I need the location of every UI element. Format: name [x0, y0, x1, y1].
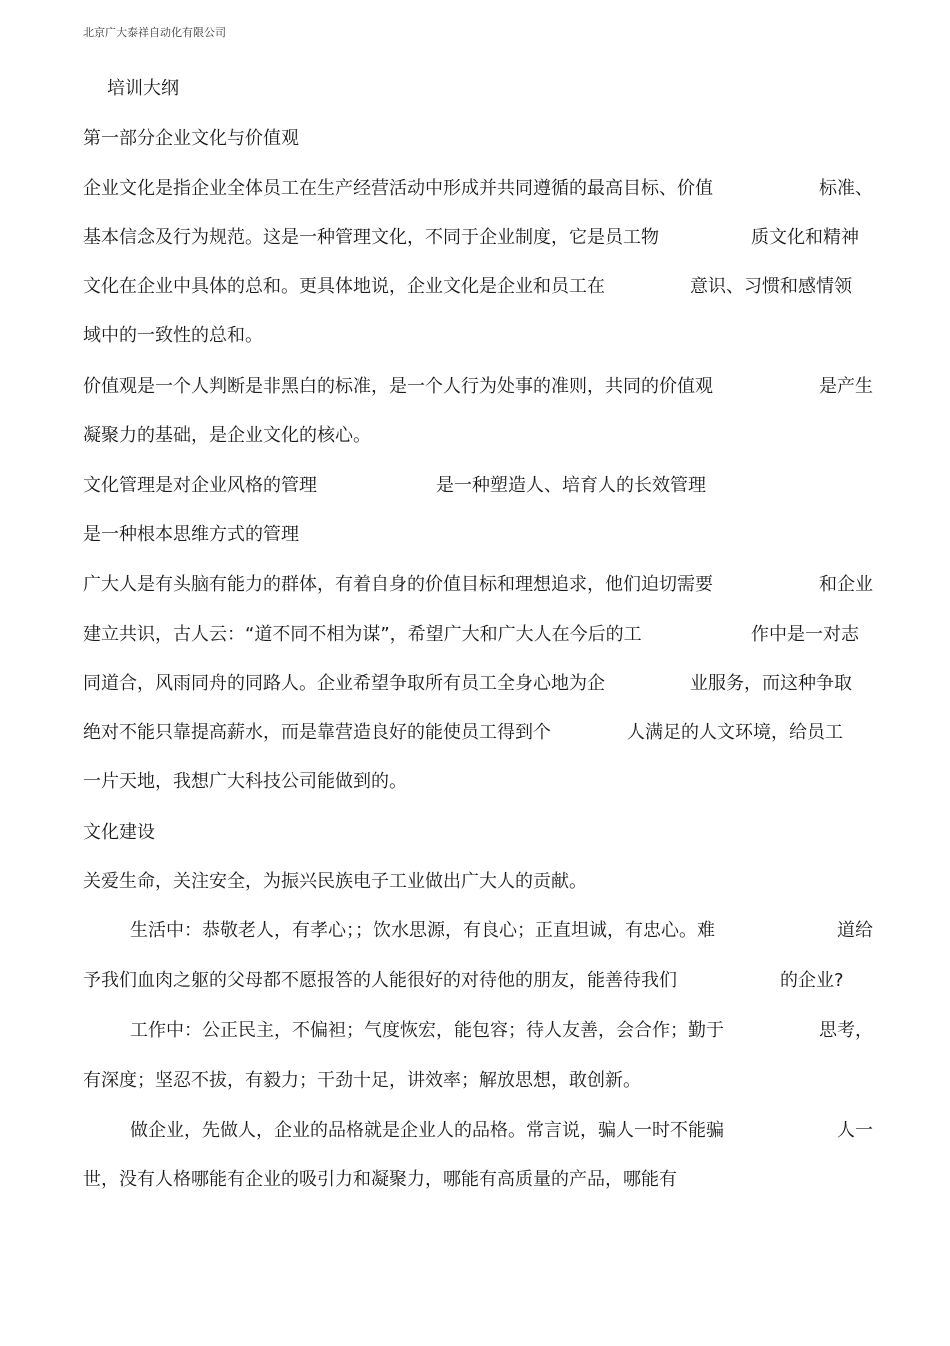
line-text: 世，没有人格哪能有企业的吸引力和凝聚力，哪能有高质量的产品，哪能有: [83, 1169, 677, 1190]
page-header-company: 北京广大泰祥自动化有限公司: [83, 26, 226, 39]
text-line: [83, 966, 873, 996]
line-text: 关爱生命，关注安全，为振兴民族电子工业做出广大人的贡献。: [83, 871, 587, 892]
text-line: [83, 570, 873, 600]
text-line: [83, 174, 873, 204]
line-text: 文化管理是对企业风格的管理: [83, 475, 317, 496]
line-text-tail: 标准、: [819, 178, 873, 199]
section-heading: [83, 124, 873, 154]
line-text: 同道合，风雨同舟的同路人。企业希望争取所有员工全身心地为企: [83, 673, 605, 694]
line-text-tail: 质文化和精神: [751, 227, 859, 248]
line-text: 价值观是一个人判断是非黑白的标准，是一个人行为处事的准则，共同的价值观: [83, 376, 713, 397]
text-line: [83, 421, 873, 451]
line-text: 一片天地，我想广大科技公司能做到的。: [83, 771, 407, 792]
line-text: 是一种根本思维方式的管理: [83, 524, 299, 545]
subheading: [83, 818, 873, 848]
text-line: [83, 1066, 873, 1096]
line-text-tail: 是一种塑造人、培育人的长效管理: [436, 475, 706, 496]
line-text: 凝聚力的基础，是企业文化的核心。: [83, 425, 371, 446]
text-line: [83, 669, 873, 699]
line-text: 基本信念及行为规范。这是一种管理文化，不同于企业制度，它是员工物: [83, 227, 659, 248]
line-text-tail: 人满足的人文环境，给员工: [627, 722, 843, 743]
text-line: [83, 223, 873, 253]
line-text: 文化在企业中具体的总和。更具体地说，企业文化是企业和员工在: [83, 276, 605, 297]
outline-title: [83, 74, 873, 104]
line-text: 生活中：恭敬老人，有孝心；；饮水思源，有良心；正直坦诚，有忠心。难: [130, 920, 715, 941]
line-text: 予我们血肉之躯的父母都不愿报答的人能很好的对待他的朋友，能善待我们: [83, 970, 677, 991]
text-line: [83, 272, 873, 302]
line-text: 工作中：公正民主，不偏袒；气度恢宏，能包容；待人友善，会合作；勤于: [130, 1020, 724, 1041]
line-text: 有深度；坚忍不拔，有毅力；干劲十足，讲效率；解放思想，敢创新。: [83, 1070, 641, 1091]
line-text: 域中的一致性的总和。: [83, 325, 263, 346]
line-text-tail: 业服务，而这种争取: [690, 673, 852, 694]
line-text: 绝对不能只靠提高薪水，而是靠营造良好的能使员工得到个: [83, 722, 551, 743]
line-text: 广大人是有头脑有能力的群体，有着自身的价值目标和理想追求，他们迫切需要: [83, 574, 713, 595]
text-line: [83, 321, 873, 351]
text-line: [83, 1165, 873, 1195]
line-text-tail: 和企业: [819, 574, 873, 595]
text-line: [83, 1016, 873, 1046]
section-heading-text: 第一部分企业文化与价值观: [83, 128, 299, 149]
text-line: [83, 916, 873, 946]
line-text-tail: 思考，: [819, 1020, 873, 1041]
line-text: 企业文化是指企业全体员工在生产经营活动中形成并共同遵循的最高目标、价值: [83, 178, 713, 199]
text-line: [83, 520, 873, 550]
text-line: [83, 372, 873, 402]
line-text-tail: 道给: [837, 920, 873, 941]
line-text-tail: 的企业?: [780, 970, 844, 991]
line-text-tail: 是产生: [819, 376, 873, 397]
text-line: [83, 767, 873, 797]
line-text: 做企业，先做人，企业的品格就是企业人的品格。常言说，骗人一时不能骗: [130, 1120, 724, 1141]
outline-title-text: 培训大纲: [107, 78, 179, 99]
text-line: [83, 867, 873, 897]
text-line: [83, 471, 873, 501]
text-line: [83, 1116, 873, 1146]
line-text: 建立共识，古人云：“道不同不相为谋”，希望广大和广大人在今后的工: [83, 624, 642, 645]
text-line: [83, 620, 873, 650]
subheading-text: 文化建设: [83, 822, 155, 843]
text-line: [83, 718, 873, 748]
line-text-tail: 作中是一对志: [751, 624, 859, 645]
line-text-tail: 意识、习惯和感情领: [690, 276, 852, 297]
line-text-tail: 人一: [837, 1120, 873, 1141]
